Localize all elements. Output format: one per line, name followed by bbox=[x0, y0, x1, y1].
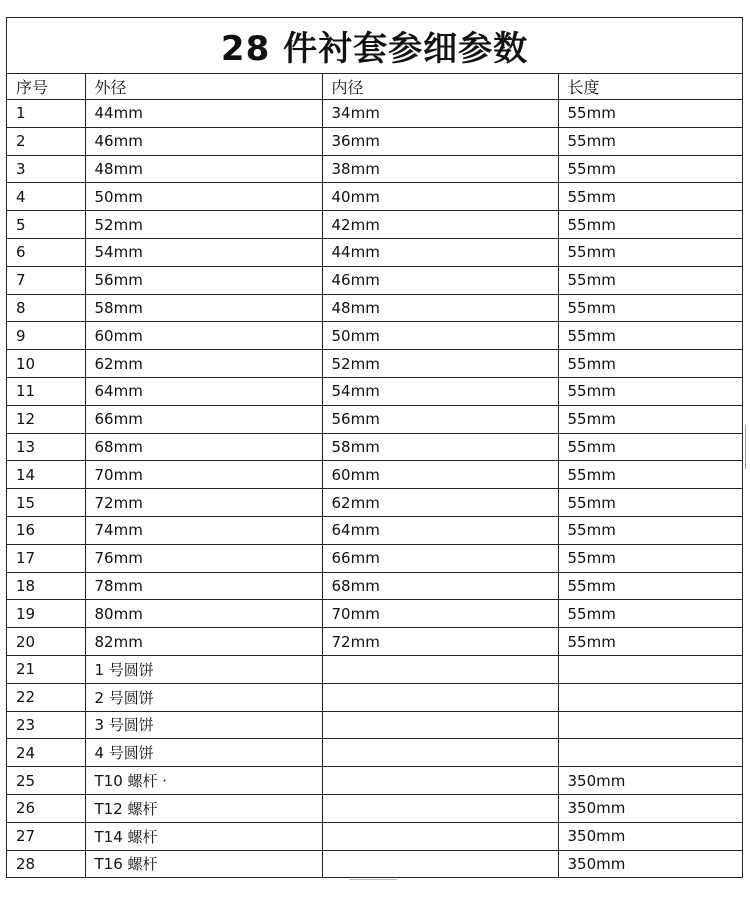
cell-index: 23 bbox=[7, 711, 85, 739]
cell-outer-diameter: 52mm bbox=[85, 211, 322, 239]
cell-inner-diameter bbox=[322, 683, 558, 711]
cell-outer-diameter: 66mm bbox=[85, 405, 322, 433]
cell-outer-diameter: T12 螺杆 bbox=[85, 794, 322, 822]
cell-index: 9 bbox=[7, 322, 85, 350]
table-row bbox=[7, 767, 742, 795]
cell-index: 15 bbox=[7, 489, 85, 517]
cell-index: 8 bbox=[7, 294, 85, 322]
cell-index: 24 bbox=[7, 739, 85, 767]
cell-outer-diameter: 70mm bbox=[85, 461, 322, 489]
cell-length: 55mm bbox=[558, 266, 742, 294]
table-row bbox=[7, 238, 742, 266]
cell-index: 17 bbox=[7, 544, 85, 572]
cell-inner-diameter: 56mm bbox=[322, 405, 558, 433]
cell-index: 7 bbox=[7, 266, 85, 294]
cell-outer-diameter: 72mm bbox=[85, 489, 322, 517]
cell-outer-diameter: 54mm bbox=[85, 238, 322, 266]
cell-inner-diameter bbox=[322, 822, 558, 850]
cell-inner-diameter: 40mm bbox=[322, 183, 558, 211]
table-row bbox=[7, 183, 742, 211]
cell-index: 26 bbox=[7, 794, 85, 822]
cell-length: 55mm bbox=[558, 433, 742, 461]
header-length: 长度 bbox=[558, 74, 742, 100]
cell-inner-diameter: 48mm bbox=[322, 294, 558, 322]
cell-outer-diameter: 2 号圆饼 bbox=[85, 683, 322, 711]
cell-length: 55mm bbox=[558, 628, 742, 656]
cell-length: 55mm bbox=[558, 127, 742, 155]
cell-inner-diameter: 54mm bbox=[322, 377, 558, 405]
cell-index: 14 bbox=[7, 461, 85, 489]
cell-length: 55mm bbox=[558, 544, 742, 572]
cell-outer-diameter: 78mm bbox=[85, 572, 322, 600]
cell-inner-diameter: 46mm bbox=[322, 266, 558, 294]
cell-length: 55mm bbox=[558, 377, 742, 405]
cell-length bbox=[558, 739, 742, 767]
header-index: 序号 bbox=[7, 74, 85, 100]
table-row bbox=[7, 211, 742, 239]
cell-outer-diameter: 82mm bbox=[85, 628, 322, 656]
table-row bbox=[7, 155, 742, 183]
cell-length: 55mm bbox=[558, 489, 742, 517]
cell-length bbox=[558, 683, 742, 711]
table-row bbox=[7, 628, 742, 656]
parameter-sheet bbox=[6, 17, 743, 878]
cell-index: 21 bbox=[7, 655, 85, 683]
header-row bbox=[7, 74, 742, 100]
cell-index: 6 bbox=[7, 238, 85, 266]
cell-outer-diameter: T14 螺杆 bbox=[85, 822, 322, 850]
cell-inner-diameter bbox=[322, 767, 558, 795]
cell-outer-diameter: T16 螺杆 bbox=[85, 850, 322, 877]
cell-inner-diameter: 42mm bbox=[322, 211, 558, 239]
cell-length: 55mm bbox=[558, 322, 742, 350]
cell-outer-diameter: 68mm bbox=[85, 433, 322, 461]
table-row bbox=[7, 322, 742, 350]
cell-index: 2 bbox=[7, 127, 85, 155]
table-row bbox=[7, 266, 742, 294]
cell-length: 55mm bbox=[558, 600, 742, 628]
cell-outer-diameter: 64mm bbox=[85, 377, 322, 405]
cell-index: 18 bbox=[7, 572, 85, 600]
header-inner-diameter: 内径 bbox=[322, 74, 558, 100]
cell-length bbox=[558, 655, 742, 683]
cell-index: 12 bbox=[7, 405, 85, 433]
cell-length: 55mm bbox=[558, 155, 742, 183]
cell-outer-diameter: 80mm bbox=[85, 600, 322, 628]
cell-inner-diameter bbox=[322, 739, 558, 767]
table-row bbox=[7, 294, 742, 322]
table-row bbox=[7, 739, 742, 767]
cell-outer-diameter: 4 号圆饼 bbox=[85, 739, 322, 767]
parameter-table bbox=[7, 74, 742, 877]
cell-inner-diameter: 62mm bbox=[322, 489, 558, 517]
table-row bbox=[7, 127, 742, 155]
cell-inner-diameter bbox=[322, 711, 558, 739]
cell-inner-diameter: 34mm bbox=[322, 100, 558, 128]
table-row bbox=[7, 405, 742, 433]
table-row bbox=[7, 572, 742, 600]
cell-index: 5 bbox=[7, 211, 85, 239]
cell-index: 16 bbox=[7, 516, 85, 544]
cell-length: 350mm bbox=[558, 850, 742, 877]
table-row bbox=[7, 683, 742, 711]
cell-outer-diameter: 1 号圆饼 bbox=[85, 655, 322, 683]
cell-index: 11 bbox=[7, 377, 85, 405]
cell-length: 55mm bbox=[558, 238, 742, 266]
sheet-title: 28 件衬套参细参数 bbox=[7, 18, 742, 74]
cell-outer-diameter: 58mm bbox=[85, 294, 322, 322]
table-row bbox=[7, 100, 742, 128]
cell-length: 55mm bbox=[558, 350, 742, 378]
cell-index: 20 bbox=[7, 628, 85, 656]
table-row bbox=[7, 544, 742, 572]
cell-inner-diameter: 38mm bbox=[322, 155, 558, 183]
cell-inner-diameter: 60mm bbox=[322, 461, 558, 489]
cell-length: 55mm bbox=[558, 516, 742, 544]
cell-outer-diameter: T10 螺杆 · bbox=[85, 767, 322, 795]
cell-inner-diameter bbox=[322, 794, 558, 822]
cell-index: 1 bbox=[7, 100, 85, 128]
cell-outer-diameter: 56mm bbox=[85, 266, 322, 294]
cell-outer-diameter: 74mm bbox=[85, 516, 322, 544]
cell-index: 13 bbox=[7, 433, 85, 461]
cell-index: 19 bbox=[7, 600, 85, 628]
cell-inner-diameter: 50mm bbox=[322, 322, 558, 350]
table-row bbox=[7, 350, 742, 378]
table-row bbox=[7, 516, 742, 544]
cell-length: 55mm bbox=[558, 294, 742, 322]
cell-outer-diameter: 44mm bbox=[85, 100, 322, 128]
table-row bbox=[7, 600, 742, 628]
cell-inner-diameter: 72mm bbox=[322, 628, 558, 656]
table-row bbox=[7, 461, 742, 489]
cell-length bbox=[558, 711, 742, 739]
cell-length: 55mm bbox=[558, 211, 742, 239]
cell-length: 55mm bbox=[558, 405, 742, 433]
cell-inner-diameter: 66mm bbox=[322, 544, 558, 572]
footer-mark bbox=[349, 879, 397, 883]
cell-length: 350mm bbox=[558, 822, 742, 850]
table-body bbox=[7, 100, 742, 878]
cell-index: 10 bbox=[7, 350, 85, 378]
cell-inner-diameter: 68mm bbox=[322, 572, 558, 600]
cell-outer-diameter: 50mm bbox=[85, 183, 322, 211]
cell-outer-diameter: 62mm bbox=[85, 350, 322, 378]
cell-inner-diameter bbox=[322, 850, 558, 877]
cell-inner-diameter: 64mm bbox=[322, 516, 558, 544]
cell-length: 55mm bbox=[558, 100, 742, 128]
cell-length: 55mm bbox=[558, 183, 742, 211]
table-row bbox=[7, 850, 742, 877]
cell-outer-diameter: 46mm bbox=[85, 127, 322, 155]
cell-outer-diameter: 3 号圆饼 bbox=[85, 711, 322, 739]
table-row bbox=[7, 822, 742, 850]
cell-outer-diameter: 48mm bbox=[85, 155, 322, 183]
table-row bbox=[7, 794, 742, 822]
header-outer-diameter: 外径 bbox=[85, 74, 322, 100]
cell-inner-diameter: 52mm bbox=[322, 350, 558, 378]
cell-index: 28 bbox=[7, 850, 85, 877]
cell-outer-diameter: 60mm bbox=[85, 322, 322, 350]
cell-index: 22 bbox=[7, 683, 85, 711]
cell-inner-diameter: 44mm bbox=[322, 238, 558, 266]
table-row bbox=[7, 377, 742, 405]
cell-length: 55mm bbox=[558, 461, 742, 489]
table-row bbox=[7, 489, 742, 517]
cell-inner-diameter: 58mm bbox=[322, 433, 558, 461]
table-row bbox=[7, 711, 742, 739]
cell-index: 27 bbox=[7, 822, 85, 850]
cell-inner-diameter: 70mm bbox=[322, 600, 558, 628]
table-row bbox=[7, 655, 742, 683]
cell-length: 350mm bbox=[558, 794, 742, 822]
cell-inner-diameter: 36mm bbox=[322, 127, 558, 155]
cell-index: 25 bbox=[7, 767, 85, 795]
edge-mark bbox=[745, 425, 748, 469]
cell-length: 55mm bbox=[558, 572, 742, 600]
cell-length: 350mm bbox=[558, 767, 742, 795]
cell-index: 3 bbox=[7, 155, 85, 183]
cell-inner-diameter bbox=[322, 655, 558, 683]
table-row bbox=[7, 433, 742, 461]
cell-outer-diameter: 76mm bbox=[85, 544, 322, 572]
cell-index: 4 bbox=[7, 183, 85, 211]
